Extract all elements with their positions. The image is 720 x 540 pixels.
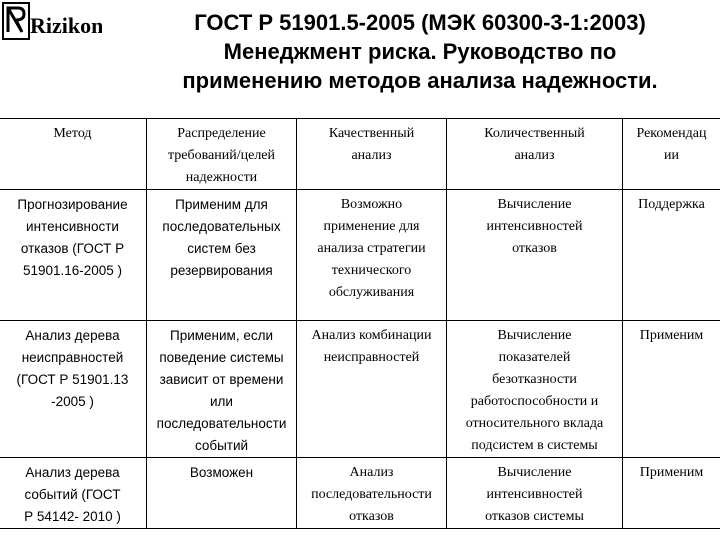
rizikon-logo (2, 2, 102, 42)
header-row (0, 119, 720, 190)
table-row (0, 458, 720, 529)
cell-distribution: Возможен (147, 458, 297, 529)
cell-recommendation: Применим (623, 458, 720, 529)
header-recommendations: Рекомендац ии (623, 119, 720, 190)
cell-qualitative: Анализ комбинации неисправностей (297, 321, 447, 458)
header-quantitative: Количественный анализ (447, 119, 623, 190)
cell-method: Анализ дерева событий (ГОСТ Р 54142- 2010 ) (0, 458, 147, 529)
rizikon-logo-mark (2, 2, 102, 42)
cell-qualitative: Анализ последовательности отказов (297, 458, 447, 529)
title-line-3: применению методов анализа надежности. (182, 68, 658, 93)
cell-distribution: Применим для последовательных систем без резервирования (147, 190, 297, 321)
header-distribution: Распределение требований/целей надежности (147, 119, 297, 190)
table-row (0, 321, 720, 458)
cell-qualitative: Возможно применение для анализа стратегии технического обслуживания (297, 190, 447, 321)
cell-quantitative: Вычисление интенсивностей отказов (447, 190, 623, 321)
cell-recommendation: Применим (623, 321, 720, 458)
logo-text: Rizikon (30, 13, 102, 38)
cell-recommendation: Поддержка (623, 190, 720, 321)
title-line-1: ГОСТ Р 51901.5-2005 (МЭК 60300-3-1:2003) (194, 10, 646, 35)
cell-method: Прогнозирование интенсивности отказов (ГОСТ Р 51901.16-2005 ) (0, 190, 147, 321)
header-qualitative: Качественный анализ (297, 119, 447, 190)
title-line-2: Менеджмент риска. Руководство по (223, 39, 617, 64)
cell-distribution: Применим, если поведение системы зависит от времени или последовательности событий (147, 321, 297, 458)
methods-table (0, 118, 720, 529)
cell-method: Анализ дерева неисправностей (ГОСТ Р 51901.13 -2005 ) (0, 321, 147, 458)
table-row (0, 190, 720, 321)
cell-quantitative: Вычисление интенсивностей отказов системы (447, 458, 623, 529)
page-title (120, 8, 720, 95)
header-method: Метод (0, 119, 147, 190)
cell-quantitative: Вычисление показателей безотказности работоспособности и относительного вклада подсистем в системы (447, 321, 623, 458)
